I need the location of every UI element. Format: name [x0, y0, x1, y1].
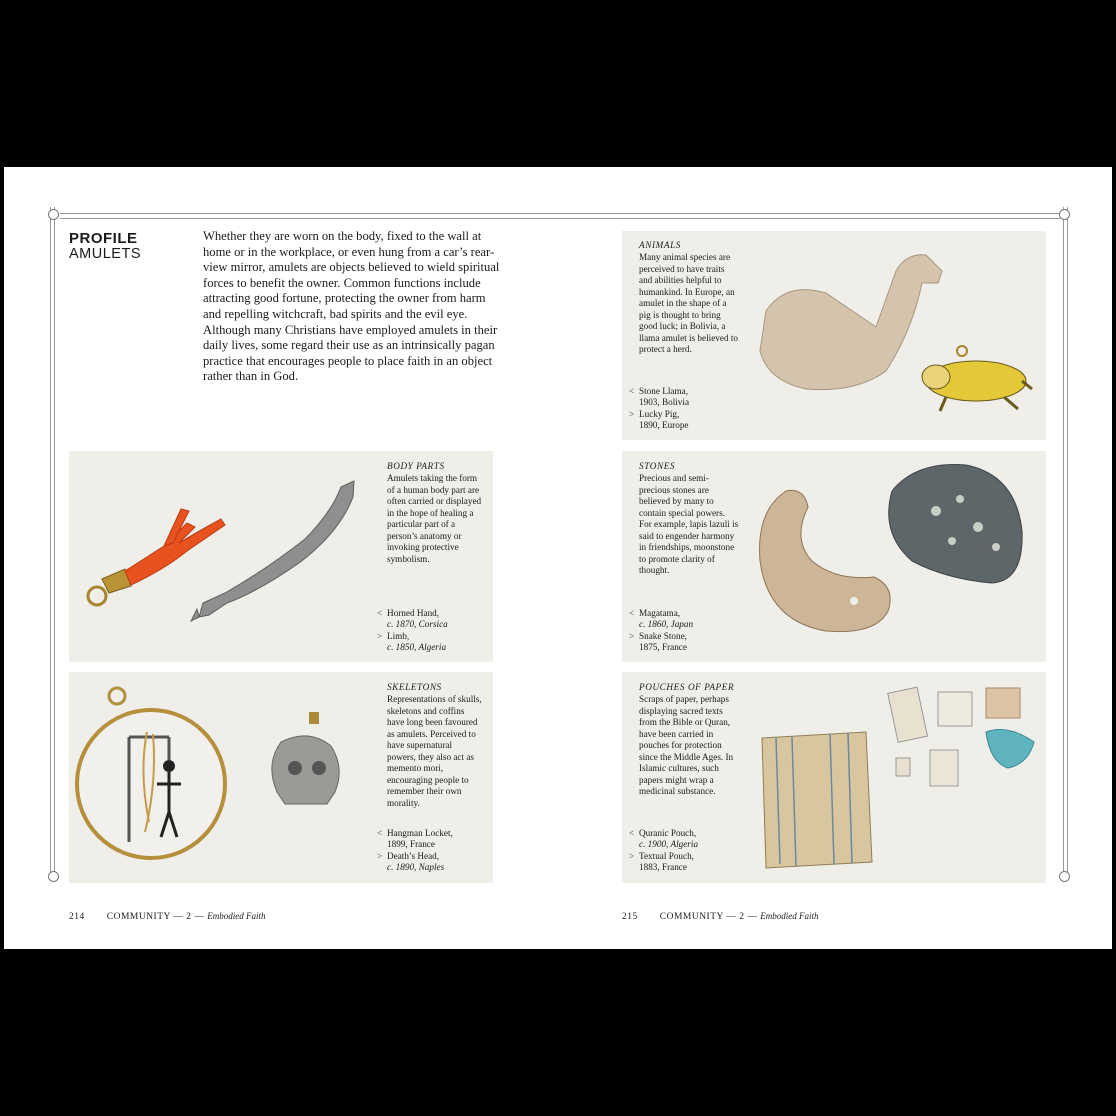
caption-heading: POUCHES OF PAPER: [639, 682, 735, 692]
lucky-pig-icon: [922, 346, 1032, 411]
chapter-label: Embodied Faith: [207, 911, 266, 921]
caption-text: Many animal species are perceived to have traits and abilities helpful to humankind. In Europe, an amulet in the shape of a pig is thought to bring good luck; in Bolivia, a llama amulet is believed to protect a herd.: [639, 252, 738, 354]
panel-animals: [622, 231, 1046, 440]
arrow-left-icon: <: [629, 608, 635, 618]
panel-pouches: [622, 672, 1046, 883]
textual-pouch-icon: [888, 687, 1034, 786]
corner-ornament-icon: [48, 871, 59, 882]
arrow-left-icon: <: [629, 386, 635, 396]
caption-heading: SKELETONS: [387, 682, 442, 692]
magatama-icon: [760, 490, 891, 631]
image-credits: [629, 608, 694, 654]
credit-line: Stone Llama,: [639, 386, 688, 396]
caption-text: Representations of skulls, skeletons and coffins have long been favoured as amulets. Perceived to have supernatural powers, they also act as memento mori, encouraging people to remember their own morality.: [387, 694, 482, 808]
chapter-label: Embodied Faith: [760, 911, 819, 921]
stone-llama-icon: [760, 255, 942, 390]
arrow-left-icon: <: [629, 828, 635, 838]
credit-line: 1890, Europe: [639, 420, 689, 431]
caption-text: Precious and semi-precious stones are believed by many to contain special powers. For example, lapis lazuli is said to engender harmony in friendships, moonstone to promote clarity of thought.: [639, 473, 739, 575]
caption-heading: STONES: [639, 461, 676, 471]
credit-line: Lucky Pig,: [639, 408, 680, 419]
corner-ornament-icon: [48, 209, 59, 220]
credit-line: Death’s Head,: [387, 850, 440, 861]
caption-heading: ANIMALS: [639, 240, 681, 250]
image-credits: [629, 828, 699, 874]
arrow-right-icon: >: [377, 850, 383, 861]
arrow-right-icon: >: [629, 850, 635, 861]
pouches-image: [746, 672, 1046, 883]
skeletons-image: [69, 672, 369, 883]
folio-left: [69, 911, 266, 922]
intro-paragraph: Whether they are worn on the body, fixed to the wall at home or in the workplace, or even hung from a car’s rear-view mirror, amulets are objects believed to wield spiritual forces to benefit the owner. Common functions include attracting good fortune, protecting the owner from harm and repelling witchcraft, bad spirits and the evil eye. Although many Christians have employed amulets in their daily lives, some regard their use as an intrinsically pagan practice that encourages people to place faith in an object rather than in God.: [203, 229, 500, 384]
arrow-right-icon: >: [629, 408, 635, 419]
body-parts-image: [69, 451, 359, 662]
quranic-pouch-icon: [762, 732, 872, 868]
top-rule: [60, 213, 1060, 219]
profile-subtitle: AMULETS: [69, 246, 141, 262]
credit-line: Limb,: [387, 630, 410, 641]
credit-line: Snake Stone,: [639, 630, 687, 641]
credit-line: Hangman Locket,: [387, 828, 453, 838]
caption-heading: BODY PARTS: [387, 461, 445, 471]
corner-ornament-icon: [1059, 209, 1070, 220]
arrow-left-icon: <: [377, 608, 383, 618]
folio-right: [622, 911, 819, 922]
credit-line: 1875, France: [639, 642, 687, 653]
image-credits: [377, 828, 453, 874]
caption-text: Scraps of paper, perhaps displaying sacred texts from the Bible or Quran, have been carried in pouches for protection since the Middle Ages. In Islamic cultures, such papers might wrap a medicinal substance.: [639, 694, 734, 796]
credit-line: c. 1890, Naples: [387, 862, 445, 873]
credit-line: c. 1900, Algeria: [639, 839, 699, 850]
section-label: COMMUNITY — 2 —: [106, 912, 205, 922]
animals-image: [746, 231, 1046, 440]
hangman-locket-icon: [77, 688, 225, 858]
horned-hand-icon: [88, 509, 225, 605]
credit-line: c. 1860, Japan: [639, 619, 694, 630]
caption-text: Amulets taking the form of a human body part are often carried or displayed in the hope of healing a particular part of a person’s anatomy or invoking protective symbolism.: [387, 473, 482, 564]
credit-line: 1899, France: [387, 839, 435, 850]
death-head-icon: [272, 712, 339, 804]
arrow-right-icon: >: [377, 630, 383, 641]
snake-stone-icon: [889, 465, 1022, 583]
panel-body-parts: [69, 451, 493, 662]
image-credits: [377, 608, 448, 654]
right-border: [1063, 207, 1068, 879]
corner-ornament-icon: [1059, 871, 1070, 882]
credit-line: Quranic Pouch,: [639, 828, 697, 838]
profile-title: PROFILE: [69, 230, 138, 247]
arrow-right-icon: >: [629, 630, 635, 641]
credit-line: Magatama,: [639, 608, 681, 618]
credit-line: 1883, France: [639, 862, 687, 873]
panel-skeletons: [69, 672, 493, 883]
credit-line: Horned Hand,: [387, 608, 440, 618]
page-number: 214: [69, 912, 85, 922]
credit-line: Textual Pouch,: [639, 850, 694, 861]
stones-image: [746, 451, 1046, 662]
panel-stones: [622, 451, 1046, 662]
arrow-left-icon: <: [377, 828, 383, 838]
page-number: 215: [622, 912, 638, 922]
limb-icon: [191, 481, 354, 621]
credit-line: c. 1850, Algeria: [387, 642, 447, 653]
section-label: COMMUNITY — 2 —: [659, 912, 758, 922]
left-border: [50, 207, 55, 879]
credit-line: 1903, Bolivia: [639, 397, 690, 408]
book-spread: [4, 167, 1112, 949]
image-credits: [629, 386, 690, 432]
credit-line: c. 1870, Corsica: [387, 619, 448, 630]
